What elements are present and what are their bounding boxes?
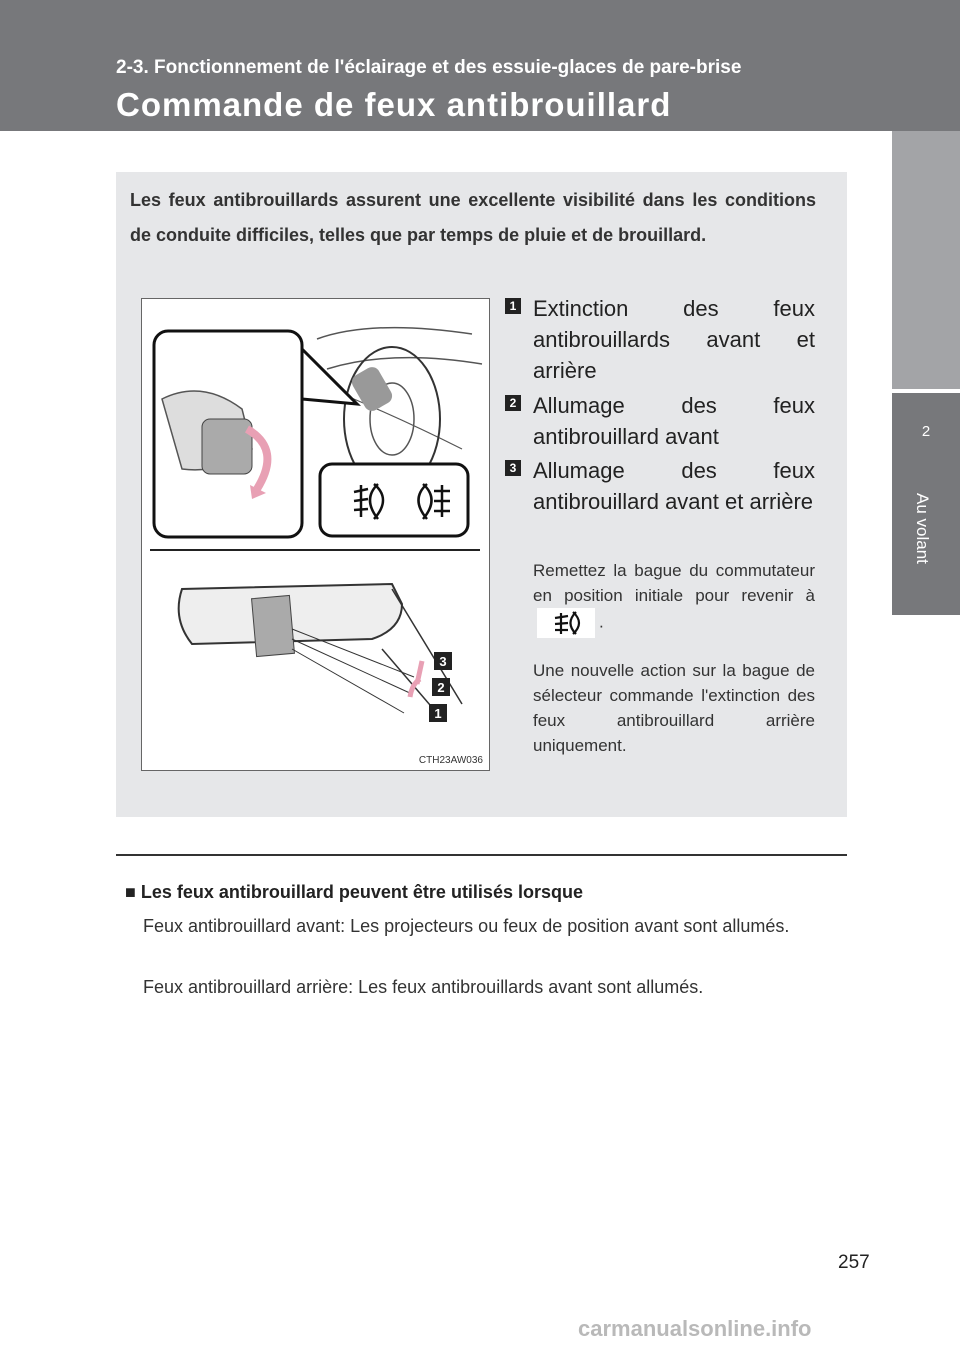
front-fog-inline-icon — [537, 608, 595, 638]
return-note — [533, 558, 815, 638]
front-fog-condition: Feux antibrouillard avant: Les projecteurs ou feux de position avant sont allumés. — [143, 916, 790, 936]
fog-ring — [252, 595, 295, 656]
return-note-text: Remettez la bague du commutateur en position initiale pour revenir à — [533, 561, 815, 605]
callout-2: 2 — [437, 680, 445, 695]
figure-code: CTH23AW036 — [418, 755, 483, 766]
page-number: 257 — [838, 1252, 870, 1273]
side-chapter-name: Au volant — [913, 493, 932, 564]
item-number-badge: 3 — [505, 460, 521, 476]
intro-paragraph: Les feux antibrouillards assurent une excellente visibilité dans les conditions de conduite difficiles, telles que par temps de pluie et de brouillard. — [130, 190, 816, 245]
page-title: Commande de feux antibrouillard — [116, 86, 672, 123]
side-chapter-number: 2 — [921, 423, 931, 440]
item-text: Allumage des feux antibrouillard avant et arrière — [533, 458, 815, 514]
switch-diagram — [142, 299, 489, 770]
item-number-badge: 2 — [505, 395, 521, 411]
fog-light-switch-illustration — [141, 298, 490, 771]
watermark: carmanualsonline.info — [578, 1316, 812, 1341]
side-tab-upper — [892, 131, 960, 389]
sub-heading — [125, 882, 583, 903]
rear-only-note: Une nouvelle action sur la bague de sélecteur commande l'extinction des feux antibrouillard arrière uniquement. — [533, 661, 815, 755]
section-divider — [116, 854, 847, 856]
rear-fog-condition: Feux antibrouillard arrière: Les feux antibrouillards avant sont allumés. — [143, 977, 704, 997]
section-label: 2-3. Fonctionnement de l'éclairage et des essuie-glaces de pare-brise — [116, 57, 742, 78]
item-number-badge: 1 — [505, 298, 521, 314]
callout-1: 1 — [434, 706, 442, 721]
callout-3: 3 — [439, 654, 447, 669]
return-note-end: . — [599, 612, 604, 632]
item-text: Allumage des feux antibrouillard avant — [533, 393, 815, 449]
square-bullet-icon: ■ — [125, 882, 141, 902]
chapter-header — [0, 0, 960, 131]
sub-heading-text: Les feux antibrouillard peuvent être utilisés lorsque — [140, 882, 583, 902]
item-text: Extinction des feux antibrouillards avant et arrière — [533, 296, 815, 383]
